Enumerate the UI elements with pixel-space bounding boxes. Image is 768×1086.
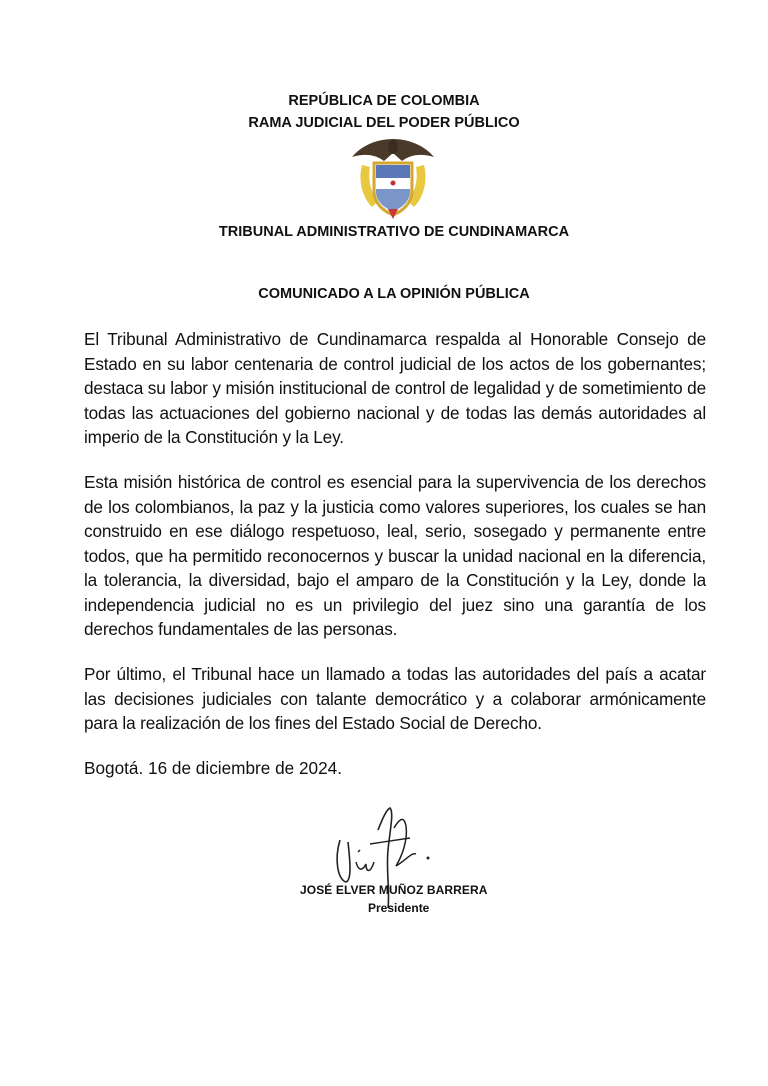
document-title: COMUNICADO A LA OPINIÓN PÚBLICA (258, 286, 530, 302)
signatory-name: JOSÉ ELVER MUÑOZ BARRERA (300, 883, 488, 897)
paragraph-1: El Tribunal Administrativo de Cundinamarca respalda al Honorable Consejo de Estado en su labor centenaria de control judicial de los actos de los gobernantes; destaca su labor y misión institucional de control de legalidad y de sometimiento de todas las actuaciones del gobierno nacional y de todas las demás autoridades al imperio de la Constitución y la Ley. (84, 329, 706, 447)
document-date: Bogotá. 16 de diciembre de 2024. (84, 758, 342, 778)
colombia-coat-of-arms-icon (348, 135, 438, 220)
tribunal-name: TRIBUNAL ADMINISTRATIVO DE CUNDINAMARCA (218, 224, 570, 240)
paragraph-2: Esta misión histórica de control es esencial para la supervivencia de los derechos de los colombianos, la paz y la justicia como valores superiores, los cuales se han construido en ese diálogo respetuoso, leal, serio, sosegado y permanente entre todos, que ha permitido reconocernos y buscar la unidad nacional en la diferencia, la tolerancia, la diversidad, bajo el amparo de la Constitución y la Ley, donde la independencia judicial no es un privilegio del juez sino una garantía de los derechos fundamentales de las personas. (84, 472, 706, 639)
header-rama-judicial: RAMA JUDICIAL DEL PODER PÚBLICO (248, 115, 520, 131)
paragraph-3: Por último, el Tribunal hace un llamado a todas las autoridades del país a acatar las decisiones judiciales con talante democrático y a colaborar armónicamente para la realización de los fines del Estado Social de Derecho. (84, 664, 706, 733)
signatory-role: Presidente (368, 901, 430, 915)
header-republica: REPÚBLICA DE COLOMBIA (288, 93, 480, 109)
